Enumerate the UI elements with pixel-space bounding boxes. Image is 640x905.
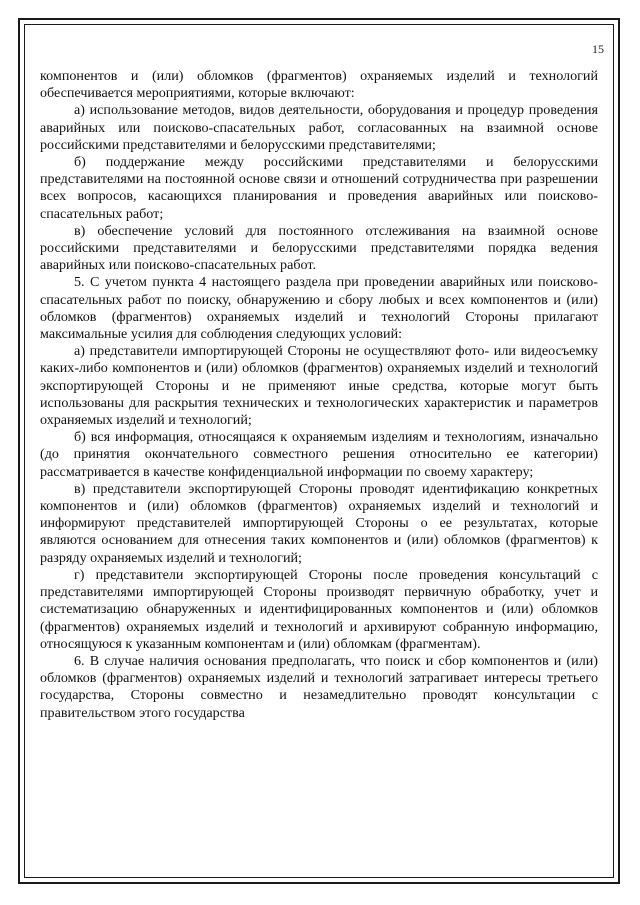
document-body <box>40 68 598 722</box>
page-number: 15 <box>592 42 604 56</box>
paragraph: 5. С учетом пункта 4 настоящего раздела при проведении аварийных или поисково-спасательных работ по поиску, обнаружению и сбору любых и всех компонентов и (или) обломков (фрагментов) охраняемых изделий и технологий Стороны прилагают максимальные усилия для соблюдения следующих условий: <box>40 274 598 343</box>
paragraph: 6. В случае наличия основания предполагать, что поиск и сбор компонентов и (или) обломков (фрагментов) охраняемых изделий и технологий затрагивает интересы третьего государства, Стороны совместно и незамедлительно проводят консультации с правительством этого государства <box>40 652 598 721</box>
paragraph: г) представители экспортирующей Стороны после проведения консультаций с представителями импортирующей Стороны производят первичную обработку, учет и систематизацию обнаруженных и идентифицированных компонентов и (или) обломков (фрагментов) охраняемых изделий и технологий и архивируют собранную информацию, относящуюся к указанным компонентам и (или) обломкам (фрагментам). <box>40 566 598 652</box>
paragraph: б) вся информация, относящаяся к охраняемым изделиям и технологиям, изначально (до принятия окончательного совместного решения относительно ее категории) рассматривается в качестве конфиденциальной информации по своему характеру; <box>40 429 598 480</box>
paragraph: в) обеспечение условий для постоянного отслеживания на взаимной основе российскими представителями и белорусскими представителями порядка ведения аварийных или поисково-спасательных работ. <box>40 222 598 274</box>
paragraph: а) представители импортирующей Стороны не осуществляют фото- или видеосъемку каких-либо компонентов и (или) обломков (фрагментов) охраняемых изделий и технологий экспортирующей Стороны и не применяют иные средства, которые могут быть использованы для раскрытия технических и технологических характеристик и параметров охраняемых изделий и технологий; <box>40 343 598 429</box>
paragraph: в) представители экспортирующей Стороны проводят идентификацию конкретных компонентов и (или) обломков (фрагментов) охраняемых изделий и технологий и информируют представителей импортирующей Стороны о ее результатах, которые являются основанием для отнесения таких компонентов и (или) обломков (фрагментов) к разряду охраняемых изделий и технологий; <box>40 480 598 566</box>
paragraph: а) использование методов, видов деятельности, оборудования и процедур проведения аварийных или поисково-спасательных работ, согласованных на взаимной основе российскими представителями и белорусскими представителями; <box>40 102 598 153</box>
paragraph: компонентов и (или) обломков (фрагментов) охраняемых изделий и технологий обеспечивается мероприятиями, которые включают: <box>40 68 598 102</box>
paragraph: б) поддержание между российскими представителями и белорусскими представителями на постоянной основе связи и отношений сотрудничества при разрешении всех вопросов, касающихся планирования и проведения аварийных или поисково-спасательных работ; <box>40 154 598 222</box>
